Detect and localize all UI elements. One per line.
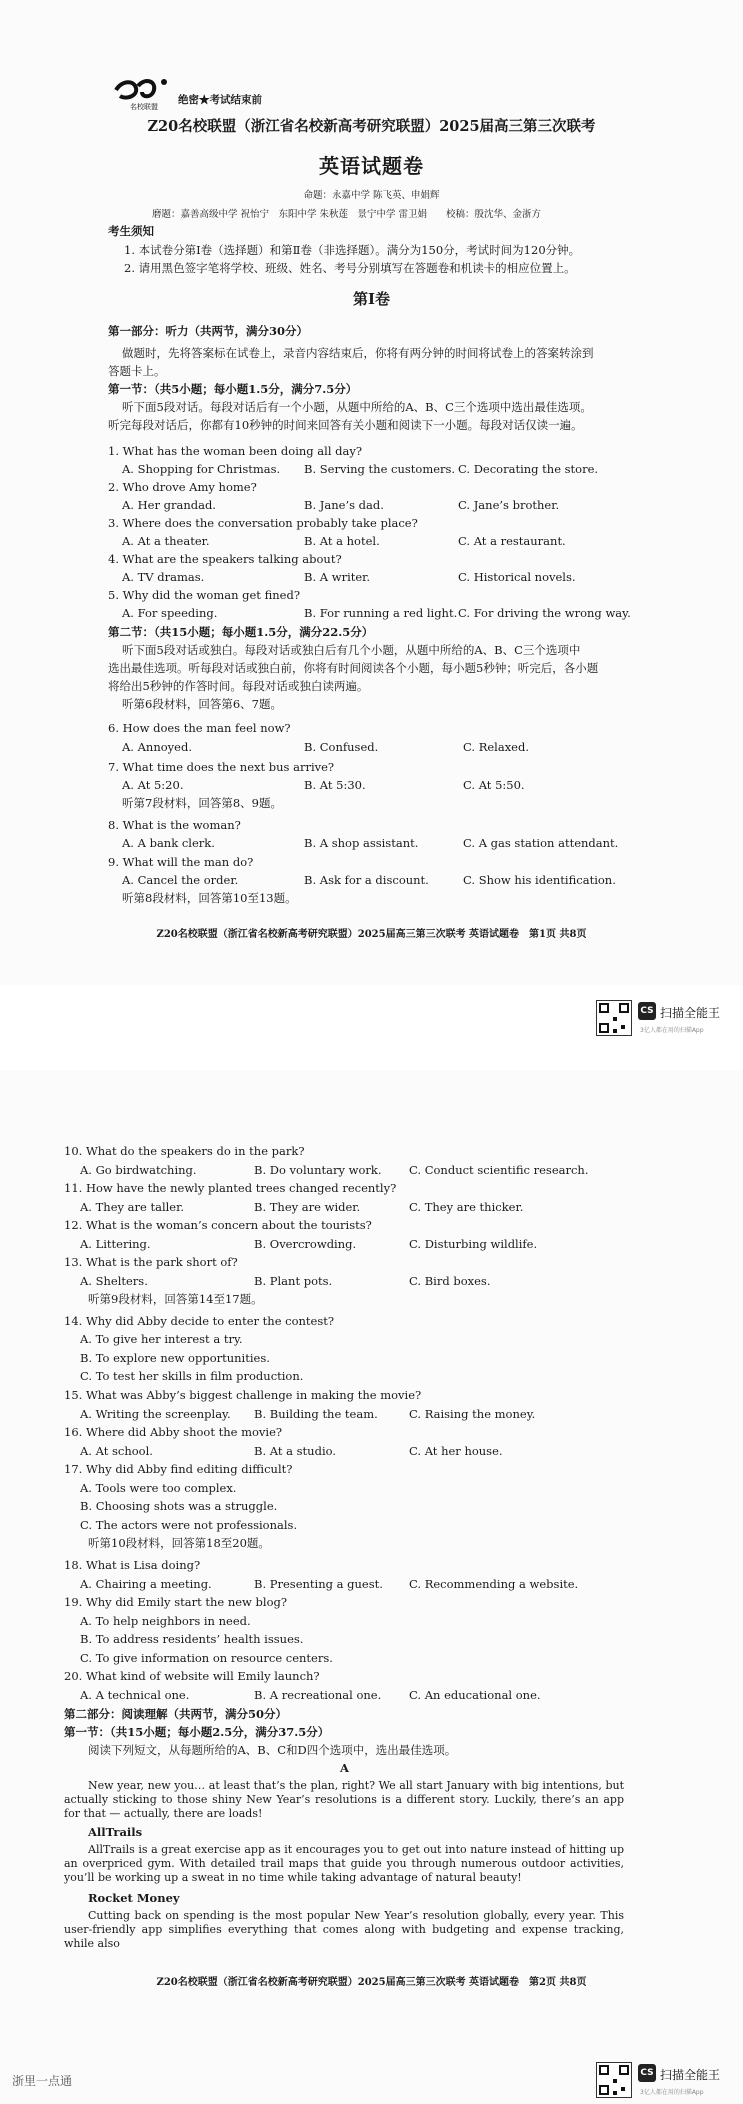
- setters-line: 命题：永嘉中学 陈飞英、申娟辉: [303, 190, 440, 201]
- logo-caption: 名校联盟: [130, 103, 158, 111]
- question-16: 16. Where did Abby shoot the movie?: [64, 1425, 283, 1439]
- page-1-footer: Z20名校联盟（浙江省名校新高考研究联盟）2025届高三第三次联考 英语试题卷 第1页 共8页: [156, 929, 587, 940]
- q20-option-a: A. A technical one.: [80, 1688, 190, 1702]
- reviewers-line: 磨题：嘉善高级中学 祝怡宁 东阳中学 朱秋莲 景宁中学 雷卫娟 校稿：殷沈华、金浙方: [152, 209, 542, 220]
- reading-section1-intro: 阅读下列短文，从每题所给的A、B、C和D四个选项中，选出最佳选项。: [88, 1743, 457, 1757]
- camscanner-logo-icon: CS: [638, 1002, 656, 1020]
- source-watermark: 浙里一点通: [12, 2074, 73, 2088]
- notes-title: 考生须知: [108, 224, 154, 238]
- q19-option-a: A. To help neighbors in need.: [80, 1614, 251, 1628]
- q15-option-b: B. Building the team.: [254, 1407, 378, 1421]
- q19-option-b: B. To address residents’ health issues.: [80, 1632, 304, 1646]
- q18-option-b: B. Presenting a guest.: [254, 1577, 383, 1591]
- question-15: 15. What was Abby’s biggest challenge in making the movie?: [64, 1388, 422, 1402]
- qr-code-icon: [596, 2062, 632, 2098]
- q13-option-b: B. Plant pots.: [254, 1274, 333, 1288]
- q14-option-a: A. To give her interest a try.: [80, 1332, 243, 1346]
- question-9: 9. What will the man do?: [108, 855, 254, 869]
- q5-option-c: C. For driving the wrong way.: [458, 606, 631, 620]
- q6-option-b: B. Confused.: [304, 740, 379, 754]
- q9-option-c: C. Show his identification.: [463, 873, 616, 887]
- section2-intro-cont: 选出最佳选项。听每段对话或独白前，你将有时间阅读各个小题，每小题5秒钟；听完后，各小题: [108, 661, 599, 675]
- question-2: 2. Who drove Amy home?: [108, 480, 257, 494]
- q4-option-a: A. TV dramas.: [122, 570, 205, 584]
- q2-option-c: C. Jane’s brother.: [458, 498, 560, 512]
- q18-option-a: A. Chairing a meeting.: [80, 1577, 212, 1591]
- scanner-slogan: 3亿人都在用的扫描App: [640, 2089, 704, 2096]
- passage-label: A: [340, 1761, 349, 1775]
- q5-option-b: B. For running a red light.: [304, 606, 458, 620]
- question-20: 20. What kind of website will Emily launch?: [64, 1669, 320, 1683]
- question-4: 4. What are the speakers talking about?: [108, 552, 342, 566]
- q4-option-c: C. Historical novels.: [458, 570, 576, 584]
- passage-a-paragraph-2: AllTrails is a great exercise app as it encourages you to get out into nature instead of hitting up an overpriced gym. With detailed trail maps that guide you through numerous outdoor activities, you’ll be working up a sweat in no time while taking advantage of natural beauty!: [64, 1843, 624, 1884]
- q12-option-c: C. Disturbing wildlife.: [409, 1237, 538, 1251]
- part1-title: 第一部分：听力（共两节，满分30分）: [108, 324, 309, 338]
- question-8: 8. What is the woman?: [108, 818, 241, 832]
- question-14: 14. Why did Abby decide to enter the contest?: [64, 1314, 335, 1328]
- section1-title: 第一节：（共5小题；每小题1.5分，满分7.5分）: [108, 382, 358, 396]
- question-7: 7. What time does the next bus arrive?: [108, 760, 335, 774]
- passage-a-paragraph-3: Cutting back on spending is the most popular New Year’s resolution globally, every year. This user-friendly app simplifies everything that comes along with budgeting and expense tracking, while also: [64, 1909, 624, 1950]
- qr-code-icon: [596, 1000, 632, 1036]
- section1-intro-cont: 听完每段对话后，你都有10秒钟的时间来回答有关小题和阅读下一小题。每段对话仅读一遍。: [108, 418, 583, 432]
- q10-option-b: B. Do voluntary work.: [254, 1163, 382, 1177]
- passage-a-paragraph-1: New year, new you… at least that’s the plan, right? We all start January with big intentions, but actually sticking to those shiny New Year’s resolutions is a different story. Luckily, there’s an app for that — actually, there are loads!: [64, 1779, 624, 1820]
- material-6-instruction: 听第6段材料，回答第6、7题。: [122, 697, 282, 711]
- note-2: 2. 请用黑色签字笔将学校、班级、姓名、考号分别填写在答题卷和机读卡的相应位置上。: [124, 261, 576, 275]
- exam-title: Z20名校联盟（浙江省名校新高考研究联盟）2025届高三第三次联考: [147, 118, 596, 135]
- q7-option-a: A. At 5:20.: [122, 778, 184, 792]
- section2-intro-cont2: 将给出5秒钟的作答时间。每段对话或独白读两遍。: [108, 679, 369, 693]
- material-9-instruction: 听第9段材料，回答第14至17题。: [88, 1292, 263, 1306]
- question-3: 3. Where does the conversation probably take place?: [108, 516, 418, 530]
- question-11: 11. How have the newly planted trees changed recently?: [64, 1181, 397, 1195]
- q11-option-b: B. They are wider.: [254, 1200, 361, 1214]
- q17-option-a: A. Tools were too complex.: [80, 1481, 237, 1495]
- part2-title: 第二部分：阅读理解（共两节，满分50分）: [64, 1707, 288, 1721]
- page-2-footer: Z20名校联盟（浙江省名校新高考研究联盟）2025届高三第三次联考 英语试题卷 第2页 共8页: [156, 1977, 587, 1988]
- q13-option-c: C. Bird boxes.: [409, 1274, 491, 1288]
- exam-page-1: [0, 0, 743, 985]
- q3-option-a: A. At a theater.: [122, 534, 210, 548]
- part1-intro: 做题时，先将答案标在试卷上，录音内容结束后，你将有两分钟的时间将试卷上的答案转涂到: [122, 346, 594, 360]
- scanner-app-name: 扫描全能王: [660, 1006, 721, 1020]
- q20-option-c: C. An educational one.: [409, 1688, 541, 1702]
- q16-option-c: C. At her house.: [409, 1444, 503, 1458]
- q3-option-b: B. At a hotel.: [304, 534, 380, 548]
- q7-option-b: B. At 5:30.: [304, 778, 366, 792]
- volume-title: 第Ⅰ卷: [352, 290, 391, 308]
- q12-option-b: B. Overcrowding.: [254, 1237, 357, 1251]
- q10-option-a: A. Go birdwatching.: [80, 1163, 197, 1177]
- q11-option-a: A. They are taller.: [80, 1200, 184, 1214]
- q18-option-c: C. Recommending a website.: [409, 1577, 579, 1591]
- material-8-instruction: 听第8段材料，回答第10至13题。: [122, 891, 297, 905]
- question-18: 18. What is Lisa doing?: [64, 1558, 201, 1572]
- q2-option-b: B. Jane’s dad.: [304, 498, 384, 512]
- q16-option-a: A. At school.: [80, 1444, 153, 1458]
- q1-option-b: B. Serving the customers.: [304, 462, 456, 476]
- q10-option-c: C. Conduct scientific research.: [409, 1163, 589, 1177]
- q6-option-c: C. Relaxed.: [463, 740, 530, 754]
- q5-option-a: A. For speeding.: [122, 606, 218, 620]
- q9-option-b: B. Ask for a discount.: [304, 873, 429, 887]
- q7-option-c: C. At 5:50.: [463, 778, 525, 792]
- question-1: 1. What has the woman been doing all day?: [108, 444, 363, 458]
- q20-option-b: B. A recreational one.: [254, 1688, 382, 1702]
- section2-title: 第二节：（共15小题；每小题1.5分，满分22.5分）: [108, 625, 374, 639]
- q8-option-b: B. A shop assistant.: [304, 836, 419, 850]
- q11-option-c: C. They are thicker.: [409, 1200, 524, 1214]
- q9-option-a: A. Cancel the order.: [122, 873, 239, 887]
- q1-option-c: C. Decorating the store.: [458, 462, 599, 476]
- question-13: 13. What is the park short of?: [64, 1255, 238, 1269]
- confidential-mark: 绝密★考试结束前: [178, 94, 262, 106]
- question-10: 10. What do the speakers do in the park?: [64, 1144, 305, 1158]
- heading-rocket-money: Rocket Money: [88, 1891, 180, 1905]
- q17-option-c: C. The actors were not professionals.: [80, 1518, 298, 1532]
- material-10-instruction: 听第10段材料，回答第18至20题。: [88, 1536, 270, 1550]
- section2-intro: 听下面5段对话或独白。每段对话或独白后有几个小题，从题中所给的A、B、C三个选项中: [122, 643, 581, 657]
- q2-option-a: A. Her grandad.: [122, 498, 216, 512]
- q6-option-a: A. Annoyed.: [122, 740, 192, 754]
- camscanner-logo-icon: CS: [638, 2064, 656, 2082]
- scanner-slogan: 3亿人都在用的扫描App: [640, 1027, 704, 1034]
- reading-section1-title: 第一节：（共15小题；每小题2.5分，满分37.5分）: [64, 1725, 330, 1739]
- q14-option-c: C. To test her skills in film production.: [80, 1369, 304, 1383]
- q13-option-a: A. Shelters.: [80, 1274, 148, 1288]
- q3-option-c: C. At a restaurant.: [458, 534, 566, 548]
- q1-option-a: A. Shopping for Christmas.: [122, 462, 281, 476]
- q4-option-b: B. A writer.: [304, 570, 371, 584]
- material-7-instruction: 听第7段材料，回答第8、9题。: [122, 796, 282, 810]
- q15-option-a: A. Writing the screenplay.: [80, 1407, 231, 1421]
- question-6: 6. How does the man feel now?: [108, 721, 291, 735]
- section1-intro: 听下面5段对话。每段对话后有一个小题，从题中所给的A、B、C三个选项中选出最佳选项。: [122, 400, 592, 414]
- q12-option-a: A. Littering.: [80, 1237, 151, 1251]
- note-1: 1. 本试卷分第Ⅰ卷（选择题）和第Ⅱ卷（非选择题）。满分为150分，考试时间为120分钟。: [124, 243, 581, 257]
- q14-option-b: B. To explore new opportunities.: [80, 1351, 270, 1365]
- heading-alltrails: AllTrails: [88, 1825, 143, 1839]
- q15-option-c: C. Raising the money.: [409, 1407, 536, 1421]
- question-5: 5. Why did the woman get fined?: [108, 588, 300, 602]
- exam-page-2: [0, 1070, 743, 2104]
- part1-intro-cont: 答题卡上。: [108, 364, 166, 378]
- q17-option-b: B. Choosing shots was a struggle.: [80, 1499, 278, 1513]
- paper-title: 英语试题卷: [319, 154, 424, 178]
- question-17: 17. Why did Abby find editing difficult?: [64, 1462, 293, 1476]
- question-19: 19. Why did Emily start the new blog?: [64, 1595, 288, 1609]
- q8-option-c: C. A gas station attendant.: [463, 836, 619, 850]
- q16-option-b: B. At a studio.: [254, 1444, 336, 1458]
- question-12: 12. What is the woman’s concern about the tourists?: [64, 1218, 372, 1232]
- z20-alliance-logo: [112, 72, 178, 112]
- q19-option-c: C. To give information on resource centers.: [80, 1651, 333, 1665]
- q8-option-a: A. A bank clerk.: [122, 836, 215, 850]
- scanner-app-name: 扫描全能王: [660, 2068, 721, 2082]
